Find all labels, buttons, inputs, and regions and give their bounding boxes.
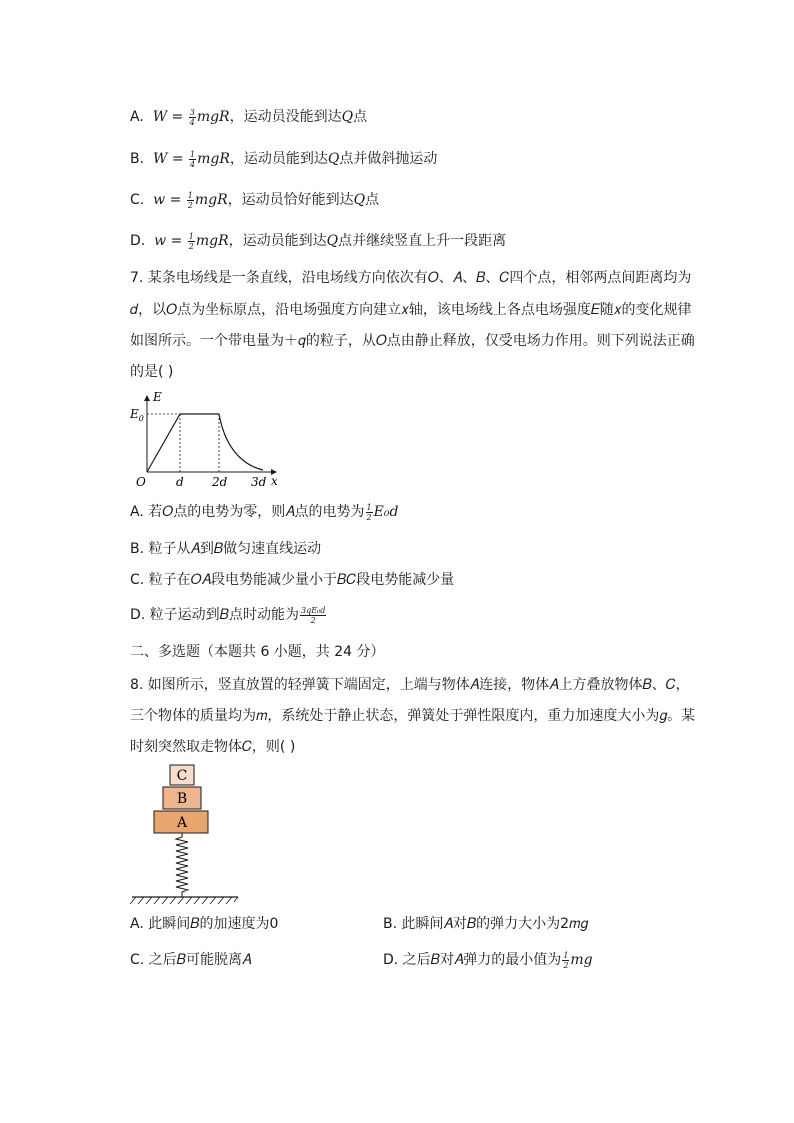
q7-option-c: C. 粒子在𝑂𝐴段电势能减少量小于𝐵𝐶段电势能减少量 [130,572,455,588]
q6-option-d: D. w = $\frac{1}{2}$ mgR，运动员能到达Q点并继续竖直上升一段距离 [130,231,507,251]
q8-option-c: C. 之后𝐵可能脱离𝐴 [130,952,252,968]
q6-option-a: A. W = $\frac{3}{4}$ mgR，运动员没能到达Q点 [130,107,368,127]
fraction: $\frac{\text{3qE₀d}}{2}$ [300,605,326,625]
tick-3d-label: 3d [251,475,267,489]
q7-option-d: D. 粒子运动到𝐵点时动能为 $\frac{\text{3qE₀d}}{2}$ [130,605,326,625]
origin-label: O [136,475,146,489]
q8-option-a: A. 此瞬间𝐵的加速度为0 [130,916,279,932]
q7-stem-line1: 7. 某条电场线是一条直线，沿电场线方向依次有𝑂、𝐴、𝐵、𝐶四个点，相邻两点间距离均为 [130,270,692,286]
q8-stem-line3: 时刻突然取走物体𝐶，则( ) [130,739,296,755]
spring-blocks-figure [128,760,243,908]
q6-option-c: C. w = $\frac{1}{2}$ mgR，运动员恰好能到达Q点 [130,190,380,210]
fraction: $\frac{3}{4}$ [189,107,195,127]
electric-field-graph [128,390,288,490]
q8-option-b: B. 此瞬间𝐴对𝐵的弹力大小为2𝑚𝑔 [383,916,589,932]
q8-stem-line1: 8. 如图所示，竖直放置的轻弹簧下端固定，上端与物体𝐴连接，物体𝐴上方叠放物体𝐵、𝐶， [130,677,690,693]
q7-option-b: B. 粒子从𝐴到𝐵做匀速直线运动 [130,541,322,557]
fraction: $\frac{1}{4}$ [190,149,196,169]
svg-text:C: C [176,768,188,784]
q8-option-d: D. 之后𝐵对𝐴弹力的最小值为 $\frac{1}{2}$ mg [383,950,593,970]
y-axis-label: E [153,390,162,404]
tick-d-label: d [176,475,184,489]
e0-label: $E_0$ [130,407,144,423]
q6-option-b: B. W = $\frac{1}{4}$ mgR，运动员能到达Q点并做斜抛运动 [130,149,438,169]
svg-text:B: B [176,791,188,807]
spring [176,833,188,897]
fraction: $\frac{1}{2}$ [563,950,569,970]
q7-stem-line4: 的是( ) [130,364,174,380]
q7-option-a: A. 若𝑂点的电势为零，则𝐴点的电势为 $\frac{1}{2}$ E₀d [130,502,399,522]
fraction: $\frac{1}{2}$ [366,502,372,522]
math-w: W [152,109,168,125]
ground-hatching [130,897,238,904]
field-curve [147,414,263,472]
tick-2d-label: 2d [212,475,228,489]
fraction: $\frac{1}{2}$ [187,190,193,210]
fraction: $\frac{1}{2}$ [188,231,194,251]
q7-stem-line2: 𝑑，以𝑂点为坐标原点，沿电场强度方向建立𝑥轴，该电场线上各点电场强度𝐸随𝑥的变化规律 [130,302,692,318]
x-axis-label: x [271,474,278,488]
section-heading: 二、多选题（本题共 6 小题，共 24 分） [130,644,385,660]
q7-stem-line3: 如图所示。一个带电量为＋𝑞的粒子，从𝑂点由静止释放，仅受电场力作用。则下列说法正确 [130,333,695,349]
svg-text:A: A [176,815,188,831]
q8-stem-line2: 三个物体的质量均为𝑚，系统处于静止状态，弹簧处于弹性限度内，重力加速度大小为𝑔。某 [130,708,696,724]
